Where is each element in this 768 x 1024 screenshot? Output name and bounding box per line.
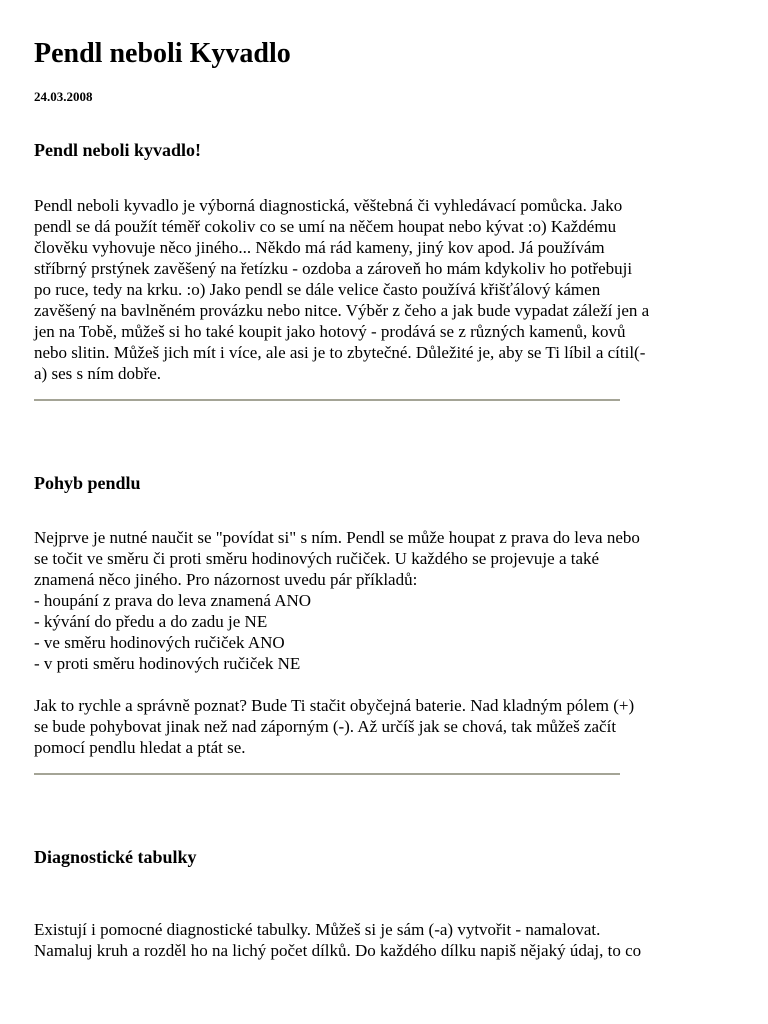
text-line: po ruce, tedy na krku. :o) Jako pendl se dále velice často používá křišťálový kámen: [34, 280, 601, 299]
text-line: a) ses s ním dobře.: [34, 364, 162, 383]
section-heading-pohyb: Pohyb pendlu: [34, 473, 141, 493]
section-heading-pendl: Pendl neboli kyvadlo!: [34, 140, 202, 160]
text-line: Nejprve je nutné naučit se "povídat si" s ním. Pendl se může houpat z prava do leva nebo: [34, 528, 640, 547]
page-title: Pendl neboli Kyvadlo: [34, 38, 291, 69]
text-line: nebo slitin. Můžeš jich mít i více, ale asi je to zbytečné. Důležité je, aby se Ti líbil a cítil(-: [34, 343, 646, 362]
text-line: zavěšený na bavlněném provázku nebo nitce. Výběr z čeho a jak bude vypadat záleží jen a: [34, 301, 650, 320]
text-line: Pendl neboli kyvadlo je výborná diagnostická, věštebná či vyhledávací pomůcka. Jako: [34, 196, 623, 215]
text-line: Jak to rychle a správně poznat? Bude Ti stačit obyčejná baterie. Nad kladným pólem (+): [34, 696, 635, 715]
list-item: - kývání do předu a do zadu je NE: [34, 612, 268, 631]
text-line: Namaluj kruh a rozděl ho na lichý počet dílků. Do každého dílku napiš nějaký údaj, to co: [34, 941, 642, 960]
text-line: se bude pohybovat jinak než nad záporným (-). Až určíš jak se chová, tak můžeš začít: [34, 717, 617, 736]
text-line: stříbrný prstýnek zavěšený na řetízku - ozdoba a zároveň ho mám kdykoliv ho potřebuji: [34, 259, 633, 278]
section-paragraph-tabulky: [34, 919, 739, 961]
publish-date: 24.03.2008: [34, 89, 93, 104]
paragraph-gap: [34, 674, 739, 695]
section-divider: [34, 773, 620, 775]
text-line: se točit ve směru či proti směru hodinových ručiček. U každého se projevuje a také: [34, 549, 600, 568]
list-item: - houpání z prava do leva znamená ANO: [34, 591, 312, 610]
section-paragraph-pendl: [34, 195, 739, 384]
section-paragraph-pohyb: [34, 527, 739, 758]
text-line: jen na Tobě, můžeš si ho také koupit jako hotový - prodává se z různých kamenů, kovů: [34, 322, 626, 341]
section-divider: [34, 399, 620, 401]
text-line: pendl se dá použít téměř cokoliv co se umí na něčem houpat nebo kývat :o) Každému: [34, 217, 617, 236]
list-item: - v proti směru hodinových ručiček NE: [34, 654, 301, 673]
section-heading-tabulky: Diagnostické tabulky: [34, 847, 197, 867]
text-line: člověku vyhovuje něco jiného... Někdo má rád kameny, jiný kov apod. Já používám: [34, 238, 605, 257]
text-line: Existují i pomocné diagnostické tabulky. Můžeš si je sám (-a) vytvořit - namalovat.: [34, 920, 601, 939]
list-item: - ve směru hodinových ručiček ANO: [34, 633, 285, 652]
text-line: pomocí pendlu hledat a ptát se.: [34, 738, 246, 757]
text-line: znamená něco jiného. Pro názornost uvedu pár příkladů:: [34, 570, 418, 589]
